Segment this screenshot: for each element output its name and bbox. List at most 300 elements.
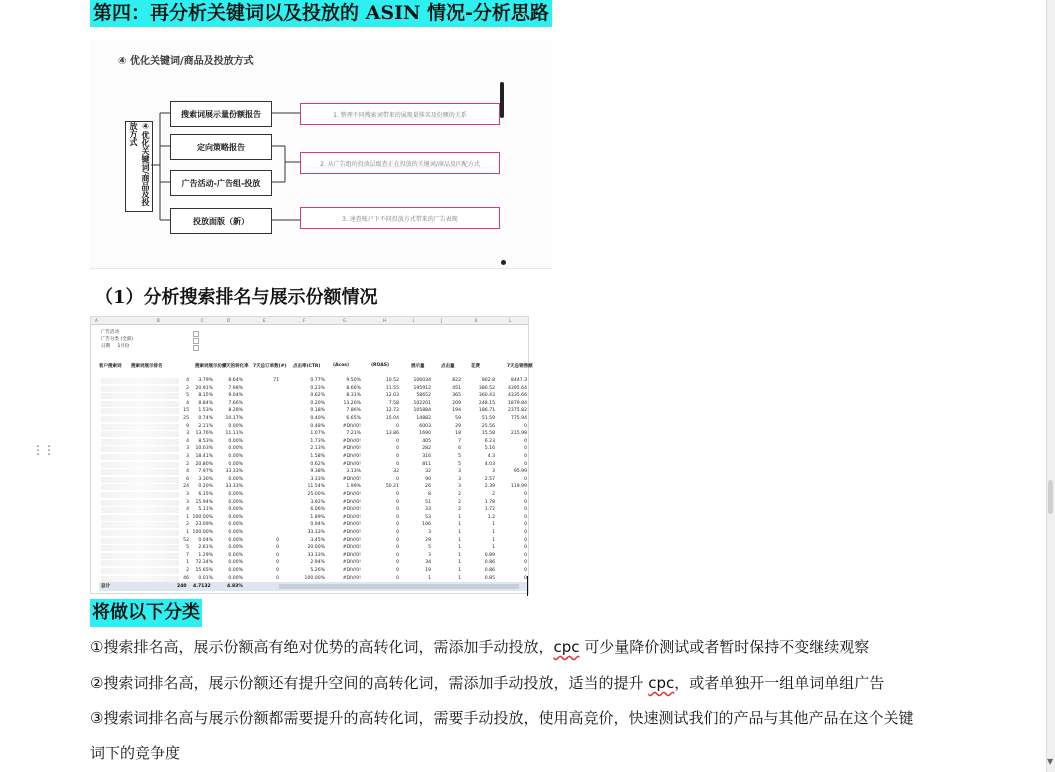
table-cell: 0.00% <box>228 560 243 566</box>
table-cell: 0.23% <box>310 385 325 391</box>
table-cell: #DIV/0! <box>342 454 361 459</box>
table-cell: 2 <box>186 461 189 467</box>
table-cell: 3 <box>186 454 189 459</box>
table-cell: 13.76% <box>195 431 213 437</box>
table-cell: 316 <box>422 454 431 459</box>
table-cell: 29 <box>425 537 431 543</box>
table-cell: 2 <box>186 385 189 391</box>
table-cell: 1 <box>492 530 495 535</box>
strategy-diagram-image <box>90 40 552 269</box>
table-cell: #DIV/0! <box>342 568 361 573</box>
table-cell: 0 <box>396 446 399 452</box>
column-letter: H <box>383 318 387 323</box>
page-scrollbar-track[interactable] <box>1046 0 1055 772</box>
table-row <box>99 461 527 469</box>
table-cell: 0 <box>396 552 399 558</box>
column-header: 7天总销售额 <box>507 364 533 369</box>
table-cell: 3 <box>428 530 431 535</box>
table-cell: 0 <box>524 446 527 452</box>
table-cell: 2.13% <box>310 446 325 452</box>
diagram-vertical-label: ④优化关键词/商品及投放方式 <box>125 121 153 212</box>
table-cell: 0 <box>396 461 399 467</box>
table-cell: 0 <box>524 522 527 528</box>
table-cell: 775.94 <box>510 416 527 421</box>
column-header: 7天总订单数(#) <box>253 364 287 369</box>
table-cell: 282 <box>422 446 431 452</box>
section-heading: 第四：再分析关键词以及投放的 ASIN 情况-分析思路 <box>90 0 552 27</box>
table-cell: 0.20% <box>310 400 325 406</box>
table-cell: 8447.3 <box>510 378 527 383</box>
table-cell: 0 <box>524 492 527 497</box>
table-cell: 1 <box>458 545 461 551</box>
table-cell: 3 <box>428 552 431 558</box>
table-cell: 59 <box>455 416 461 421</box>
table-cell: 0.04% <box>198 537 213 543</box>
table-cell: 0.00% <box>228 537 243 543</box>
image-resize-handle[interactable] <box>500 82 504 118</box>
table-cell: 0.62% <box>310 461 325 467</box>
table-cell: 1 <box>458 530 461 535</box>
text-cursor <box>527 576 528 596</box>
table-cell: 2 <box>458 492 461 497</box>
table-cell: 58652 <box>416 393 431 399</box>
table-cell: 0 <box>524 423 527 429</box>
table-cell: 0 <box>396 454 399 459</box>
table-cell: 2.11% <box>198 423 213 429</box>
table-cell: 8.28% <box>228 408 243 414</box>
diagram-note-3: 3. 速查账户下不同投放方式带来的广告表现 <box>300 207 500 229</box>
table-cell: 8.53% <box>198 438 213 444</box>
table-cell: 1 <box>186 514 189 520</box>
table-cell: 25 <box>183 416 189 421</box>
table-cell: 33.33% <box>225 469 243 475</box>
table-cell: 34 <box>425 560 431 566</box>
table-cell: 2 <box>458 507 461 513</box>
table-row <box>99 453 527 461</box>
table-row <box>99 400 527 408</box>
table-cell: 8.64% <box>228 378 243 383</box>
diagram-box-targeting-panel: 投放面版（新） <box>170 208 272 234</box>
table-cell: 0 <box>396 575 399 581</box>
table-cell: 2.94% <box>310 560 325 566</box>
table-cell: 32 <box>425 469 431 475</box>
table-cell: 7.21% <box>346 431 361 437</box>
table-cell: 2 <box>492 492 495 497</box>
table-cell: 0 <box>396 438 399 444</box>
table-cell: #DIV/0! <box>342 423 361 429</box>
table-cell: 0.62% <box>310 393 325 399</box>
table-cell: 10.52 <box>385 378 399 383</box>
table-cell: 24 <box>183 484 189 490</box>
table-cell: 3 <box>186 492 189 497</box>
diagram-box-impression-share: 搜索词展示量份额报告 <box>170 101 272 127</box>
table-cell: 6.15% <box>198 492 213 497</box>
table-cell: 4.03 <box>484 461 495 467</box>
table-cell: 5 <box>458 454 461 459</box>
table-cell: 0 <box>276 568 279 573</box>
table-cell: 195912 <box>413 385 431 391</box>
table-cell: 95.99 <box>513 469 527 475</box>
table-cell: 3 <box>186 431 189 437</box>
table-cell: 0 <box>396 499 399 505</box>
table-cell: 2 <box>458 499 461 505</box>
table-cell: 0.94% <box>310 522 325 528</box>
table-cell: 9 <box>186 423 189 429</box>
table-cell: 100.00% <box>192 514 213 520</box>
table-cell: 0 <box>524 461 527 467</box>
table-cell: #DIV/0! <box>342 575 361 581</box>
table-cell: 3 <box>492 469 495 475</box>
table-cell: 0 <box>524 575 527 581</box>
table-cell: 90 <box>425 476 431 482</box>
table-cell: 7.98% <box>228 385 243 391</box>
table-cell: 3 <box>186 499 189 505</box>
table-cell: 4 <box>186 378 189 383</box>
table-cell: 3.13% <box>346 469 361 475</box>
table-cell: 0 <box>396 545 399 551</box>
table-cell: 186.71 <box>478 408 495 414</box>
table-cell: 1 <box>458 560 461 566</box>
page-scrollbar-thumb[interactable] <box>1048 480 1053 514</box>
paragraph-2: ②搜索词排名高，展示份额还有提升空间的高转化词，需添加手动投放，适当的提升 cpc，或者单独开一组单词单组广告 <box>90 674 885 692</box>
table-cell: #DIV/0! <box>342 537 361 543</box>
table-cell: 0 <box>396 423 399 429</box>
table-cell: 9.38% <box>310 469 325 475</box>
table-cell: 6 <box>186 476 189 482</box>
table-row <box>99 491 527 499</box>
table-row <box>99 537 527 545</box>
drag-handle-icon[interactable]: ⋮⋮ <box>32 443 54 457</box>
table-cell: 0 <box>524 537 527 543</box>
table-cell: 0.00% <box>228 522 243 528</box>
column-letter: A <box>95 318 98 323</box>
table-cell: 51 <box>425 499 431 505</box>
table-cell: #DIV/0! <box>342 461 361 467</box>
table-cell: 209 <box>452 400 461 406</box>
diagram-note-1: 1. 整理不同搜索词带来的展现量排名及份额的关系 <box>300 103 500 125</box>
table-cell: 20.80% <box>195 461 213 467</box>
column-header: 搜索词展示份额 <box>195 364 227 369</box>
table-cell: 2.57 <box>484 476 495 482</box>
table-row <box>99 529 527 537</box>
table-cell: 4.3 <box>487 454 495 459</box>
diagram-note-2: 2. 从广告组的投放层级查正在投放的关键词/商品及匹配方式 <box>300 152 500 174</box>
table-cell: 3 <box>458 484 461 490</box>
table-row <box>99 559 527 567</box>
table-cell: 1 <box>492 545 495 551</box>
table-row <box>99 430 527 438</box>
filter-date: 日期 1月份 <box>101 344 129 350</box>
table-cell: 0.86 <box>484 560 495 566</box>
table-cell: 7.58 <box>388 400 399 406</box>
table-cell: 0 <box>396 560 399 566</box>
table-cell: 0.40% <box>310 416 325 421</box>
table-cell: 4335.66 <box>508 393 527 399</box>
table-cell: #DIV/0! <box>342 446 361 452</box>
table-cell: 3 <box>186 446 189 452</box>
table-cell: 1.78 <box>484 499 495 505</box>
table-row <box>99 377 527 385</box>
column-header: 点击率(CTR) <box>293 364 321 369</box>
column-letter: F <box>303 318 306 323</box>
table-cell: 0.77% <box>310 378 325 383</box>
paragraph-3-line-1: ③搜索词排名高与展示份额都需要提升的高转化词，需要手动投放，使用高竞价，快速测试我们的产品与其他产品在这个关键 <box>90 709 914 727</box>
table-cell: 248.15 <box>478 400 495 406</box>
table-cell: 5 <box>428 545 431 551</box>
table-cell: 19 <box>425 568 431 573</box>
table-cell: 4395.64 <box>508 385 527 391</box>
table-cell: 8.31% <box>346 393 361 399</box>
table-cell: 6003 <box>419 423 431 429</box>
table-cell: 451 <box>452 385 461 391</box>
table-cell: 0 <box>276 552 279 558</box>
table-cell: 0.01% <box>198 575 213 581</box>
table-cell: 1.58% <box>310 454 325 459</box>
table-cell: 3.79% <box>198 378 213 383</box>
table-cell: 8.66% <box>346 385 361 391</box>
column-header: 点击量 <box>441 364 455 369</box>
table-cell: 4 <box>186 400 189 406</box>
table-cell: 2.61% <box>198 545 213 551</box>
table-cell: 0 <box>276 575 279 581</box>
table-cell: 0 <box>396 492 399 497</box>
table-cell: 1.2 <box>487 514 495 520</box>
table-cell: 0 <box>396 530 399 535</box>
table-cell: 3.92% <box>310 499 325 505</box>
diagram-box-campaign-targeting: 广告活动-广告组-投放 <box>170 170 272 196</box>
table-cell: 2.39 <box>484 484 495 490</box>
column-letter: B <box>157 318 160 323</box>
table-cell: 0.18% <box>310 408 325 414</box>
table-cell: 1690 <box>419 431 431 437</box>
table-cell: 1.99% <box>346 484 361 490</box>
table-cell: 0.00% <box>228 454 243 459</box>
column-header: 展示量 <box>411 364 425 369</box>
table-cell: 5 <box>186 393 189 399</box>
table-cell: 5 <box>186 545 189 551</box>
table-cell: 5.11% <box>198 507 213 513</box>
table-cell: 0.00% <box>228 545 243 551</box>
table-row <box>99 552 527 560</box>
table-cell: #DIV/0! <box>342 560 361 566</box>
table-cell: 0.00% <box>228 530 243 535</box>
table-cell: 15.58 <box>481 431 495 437</box>
table-cell: 15 <box>183 408 189 414</box>
table-cell: 0 <box>524 545 527 551</box>
table-cell: 12.03 <box>385 393 399 399</box>
table-cell: 9.04% <box>228 393 243 399</box>
table-cell: 0.00% <box>228 568 243 573</box>
table-cell: 33.33% <box>307 552 325 558</box>
table-cell: 0.00% <box>228 492 243 497</box>
scroll-down-arrow-icon[interactable]: ▼ <box>1047 757 1054 766</box>
table-cell: 100.00% <box>304 575 325 581</box>
column-header: (ROAS) <box>371 363 390 368</box>
column-letter: K <box>475 318 478 323</box>
table-cell: 3.30% <box>198 476 213 482</box>
table-row <box>99 575 527 583</box>
table-cell: 0 <box>396 476 399 482</box>
table-cell: 7 <box>186 552 189 558</box>
table-row <box>99 392 527 400</box>
table-cell: 29 <box>455 423 461 429</box>
table-cell: 4 <box>186 469 189 475</box>
table-cell: 1 <box>492 537 495 543</box>
table-cell: 1 <box>458 514 461 520</box>
table-cell: 71 <box>273 378 279 383</box>
table-cell: 8 <box>428 492 431 497</box>
table-cell: 1.29% <box>198 552 213 558</box>
table-cell: 15.65% <box>195 568 213 573</box>
table-cell: 0.00% <box>228 446 243 452</box>
table-cell: 5 <box>458 461 461 467</box>
diagram-title: ④ 优化关键词/商品及投放方式 <box>118 56 254 67</box>
table-cell: 194 <box>452 408 461 414</box>
table-cell: 3.33% <box>310 476 325 482</box>
table-cell: 0 <box>396 507 399 513</box>
table-cell: 33.33% <box>225 484 243 490</box>
table-cell: 0 <box>276 545 279 551</box>
table-cell: 0 <box>524 438 527 444</box>
column-letter: D <box>227 318 231 323</box>
table-row <box>99 483 527 491</box>
spellcheck-word[interactable]: cpc <box>553 638 580 656</box>
table-cell: 8.84% <box>198 400 213 406</box>
column-letter: J <box>441 318 443 323</box>
table-cell: 0 <box>524 568 527 573</box>
table-cell: 15.04 <box>385 416 399 421</box>
table-row <box>99 407 527 415</box>
table-cell: 4 <box>186 438 189 444</box>
table-cell: 13.20% <box>343 400 361 406</box>
table-cell: 10.03% <box>195 446 213 452</box>
table-cell: 1 <box>428 575 431 581</box>
table-cell: 32 <box>393 469 399 475</box>
table-cell: 8.15% <box>198 393 213 399</box>
diagram-box-targeting-report: 定向策略报告 <box>170 134 272 160</box>
table-cell: 7 <box>458 438 461 444</box>
table-header-row <box>99 360 533 376</box>
table-cell: 18 <box>455 431 461 437</box>
sheet-column-header <box>91 317 528 325</box>
column-header: 搜索词展示排名 <box>131 364 163 369</box>
table-cell: 33.33% <box>307 530 325 535</box>
table-cell: 0 <box>524 552 527 558</box>
table-row <box>99 438 527 446</box>
table-cell: 1.89% <box>310 514 325 520</box>
table-cell: 1.53% <box>198 408 213 414</box>
table-cell: 0.48% <box>310 423 325 429</box>
table-cell: 52 <box>183 537 189 543</box>
table-row <box>99 514 527 522</box>
table-cell: 0.00% <box>228 514 243 520</box>
table-cell: 822 <box>452 378 461 383</box>
table-cell: 0.00% <box>228 552 243 558</box>
table-row <box>99 544 527 552</box>
table-cell: 360.43 <box>478 393 495 399</box>
table-cell: 25.00% <box>307 492 325 497</box>
table-cell: #DIV/0! <box>342 507 361 513</box>
table-cell: 50.21 <box>385 484 399 490</box>
table-cell: 2375.82 <box>508 408 527 414</box>
table-row <box>99 468 527 476</box>
table-cell: 0 <box>524 514 527 520</box>
table-cell: 1 <box>458 552 461 558</box>
table-cell: 1 <box>492 522 495 528</box>
table-cell: 6.06% <box>310 507 325 513</box>
table-cell: 12.72 <box>385 408 399 414</box>
filter-campaign: 广告活动 <box>101 330 119 336</box>
table-cell: #DIV/0! <box>342 514 361 520</box>
table-cell: 23.09% <box>195 522 213 528</box>
table-cell: #DIV/0! <box>342 476 361 482</box>
table-cell: #DIV/0! <box>342 492 361 497</box>
table-cell: #DIV/0! <box>342 522 361 528</box>
table-cell: 100.00% <box>192 530 213 535</box>
table-cell: 405 <box>422 438 431 444</box>
table-cell: 7.86% <box>346 408 361 414</box>
table-cell: 3 <box>458 476 461 482</box>
column-letter: C <box>201 318 204 323</box>
table-cell: 11.11% <box>225 431 243 437</box>
paragraph-3-line-2: 词下的竞争度 <box>90 744 181 762</box>
table-cell: 6.65% <box>346 416 361 421</box>
table-cell: 1.73% <box>310 438 325 444</box>
table-cell: 0.00% <box>228 476 243 482</box>
table-cell: 106034 <box>413 378 431 383</box>
column-header: (Acos) <box>333 363 350 368</box>
table-cell: 0 <box>524 560 527 566</box>
table-cell: 18.41% <box>195 454 213 459</box>
table-cell: 4 <box>186 507 189 513</box>
table-cell: 1 <box>186 560 189 566</box>
table-cell: 20.91% <box>195 385 213 391</box>
table-cell: 14882 <box>416 416 431 421</box>
table-cell: 215.98 <box>510 431 527 437</box>
column-header: 花费 <box>471 364 480 369</box>
table-cell: 1.07% <box>310 431 325 437</box>
column-letter: G <box>343 318 347 323</box>
image-corner-handle[interactable] <box>501 260 506 265</box>
table-cell: 5.26% <box>310 568 325 573</box>
spreadsheet-image <box>90 316 533 594</box>
table-row <box>99 567 527 575</box>
table-cell: 365 <box>452 393 461 399</box>
table-cell: 0.00% <box>228 507 243 513</box>
table-cell: 20.00% <box>307 545 325 551</box>
table-cell: 0 <box>524 499 527 505</box>
table-row <box>99 499 527 507</box>
table-cell: 11.55 <box>385 385 399 391</box>
table-cell: #DIV/0! <box>342 530 361 535</box>
table-cell: 51.59 <box>481 416 495 421</box>
column-header: 客户搜索词 <box>99 364 122 369</box>
table-cell: 0.00% <box>228 423 243 429</box>
table-cell: 1 <box>186 530 189 535</box>
table-row <box>99 423 527 431</box>
table-cell: 13.86 <box>385 431 399 437</box>
column-letter: L <box>509 318 512 323</box>
table-row <box>99 445 527 453</box>
table-cell: 11.54% <box>307 484 325 490</box>
table-cell: 0 <box>396 522 399 528</box>
table-cell: 1 <box>458 568 461 573</box>
table-cell: 0 <box>396 514 399 520</box>
table-cell: 0.00% <box>228 438 243 444</box>
spellcheck-word[interactable]: cpc <box>648 674 675 692</box>
table-cell: 2 <box>186 568 189 573</box>
table-cell: 105884 <box>413 408 431 414</box>
